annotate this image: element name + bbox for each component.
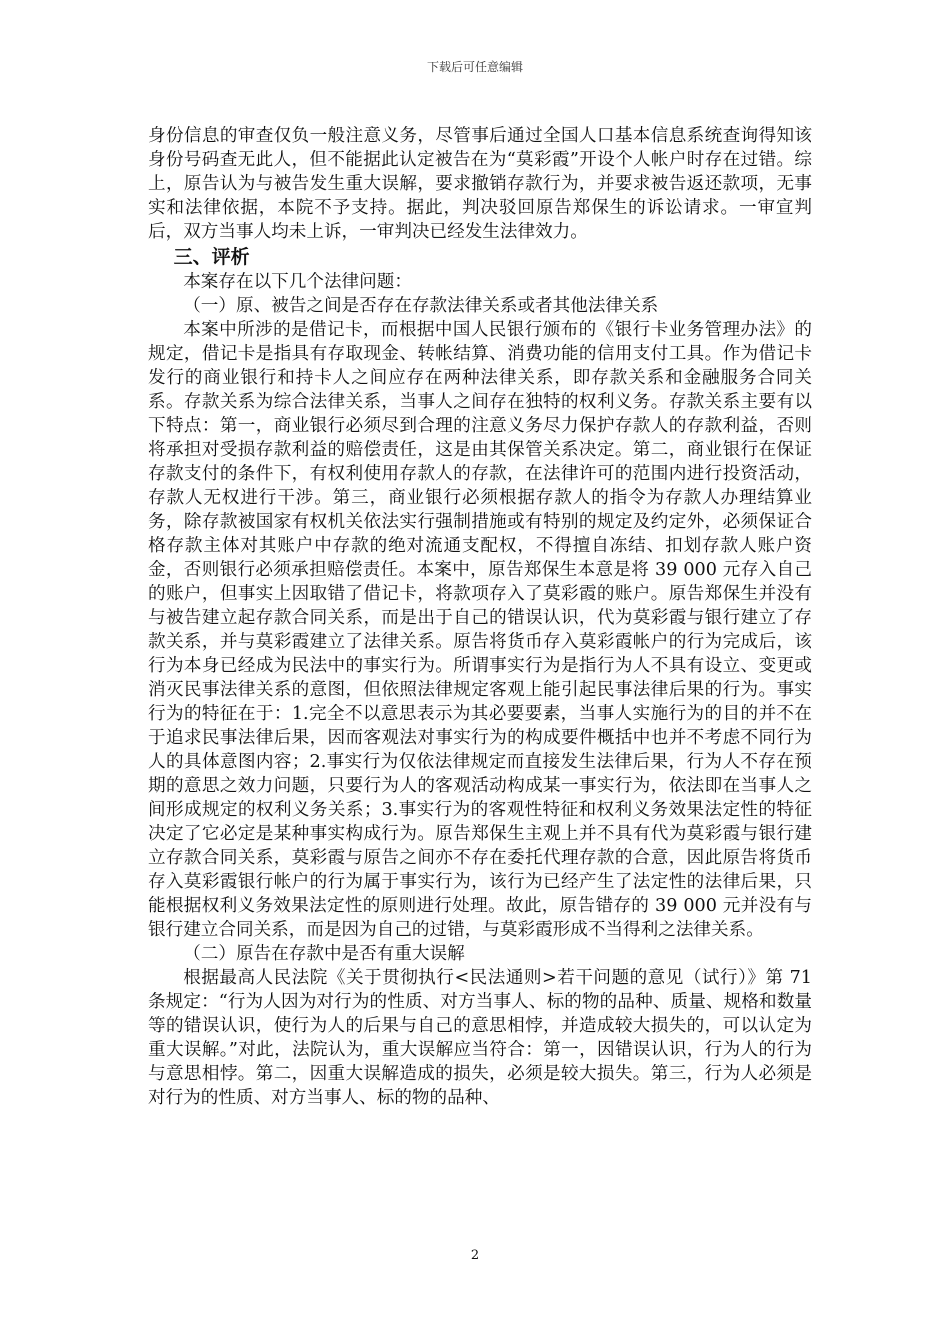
page-number: 2: [470, 1248, 480, 1263]
paragraph-intro: 本案存在以下几个法律问题：: [183, 272, 412, 292]
document-body: [148, 124, 812, 1110]
section-heading: 三、评析: [173, 246, 250, 268]
subheading-two: （二）原告在存款中是否有重大误解: [183, 944, 465, 964]
page-header: 下载后可任意编辑: [426, 60, 523, 74]
subheading-one: （一）原、被告之间是否存在存款法律关系或者其他法律关系: [183, 296, 659, 316]
paragraph-continued: 身份信息的审查仅负一般注意义务，尽管事后通过全国人口基本信息系统查询得知该身份号码查无此人，但不能据此认定被告在为“莫彩霞”开设个人帐户时存在过错。综上，原告认为与被告发生重大误解，要求撤销存款行为，并要求被告返还款项，无事实和法律依据，本院不予支持。据此，判决驳回原告郑保生的诉讼请求。一审宣判后，双方当事人均未上诉，一审判决已经发生法律效力。: [148, 126, 812, 242]
paragraph-analysis-two: 根据最高人民法院《关于贯彻执行<民法通则>若干问题的意见（试行）》第 71 条规定：“行为人因为对行为的性质、对方当事人、标的物的品种、质量、规格和数量等的错误认识，使行为人的后果与自己的意思相悖，并造成较大损失的，可以认定为重大误解。”对此，法院认为，重大误解应当符合：第一，因错误认识，行为人的行为与意思相悖。第二，因重大误解造成的损失，必须是较大损失。第三，行为人必须是对行为的性质、对方当事人、标的物的品种、: [148, 968, 812, 1108]
paragraph-analysis-one: 本案中所涉的是借记卡，而根据中国人民银行颁布的《银行卡业务管理办法》的规定，借记卡是指具有存取现金、转帐结算、消费功能的信用支付工具。作为借记卡发行的商业银行和持卡人之间应存在两种法律关系，即存款关系和金融服务合同关系。存款关系为综合法律关系，当事人之间存在独特的权利义务。存款关系主要有以下特点：第一，商业银行必须尽到合理的注意义务尽力保护存款人的存款利益，否则将承担对受损存款利益的赔偿责任，这是由其保管关系决定。第二，商业银行在保证存款支付的条件下，有权利使用存款人的存款，在法律许可的范围内进行投资活动，存款人无权进行干涉。第三，商业银行必须根据存款人的指令为存款人办理结算业务，除存款被国家有权机关依法实行强制措施或有特别的规定及约定外，必须保证合格存款主体对其账户中存款的绝对流通支配权，不得擅自冻结、扣划存款人账户资金，否则银行必须承担赔偿责任。本案中，原告郑保生本意是将 39 000 元存入自己的账户，但事实上因取错了借记卡，将款项存入了莫彩霞的账户。原告郑保生并没有与被告建立起存款合同关系，而是出于自己的错误认识，代为莫彩霞与银行建立了存款关系，并与莫彩霞建立了法律关系。原告将货币存入莫彩霞帐户的行为完成后，该行为本身已经成为民法中的事实行为。所谓事实行为是指行为人不具有设立、变更或消灭民事法律关系的意图，但依照法律规定客观上能引起民事法律后果的行为。事实行为的特征在于：1.完全不以意思表示为其必要要素，当事人实施行为的目的并不在于追求民事法律后果，因而客观法对事实行为的构成要件概括中也并不考虑不同行为人的具体意图内容；2.事实行为仅依法律规定而直接发生法律后果，行为人不存在预期的意思之效力问题，只要行为人的客观活动构成某一事实行为，依法即在当事人之间形成规定的权利义务关系；3.事实行为的客观性特征和权利义务效果法定性的特征决定了它必定是某种事实构成行为。原告郑保生主观上并不具有代为莫彩霞与银行建立存款合同关系，莫彩霞与原告之间亦不存在委托代理存款的合意，因此原告将货币存入莫彩霞银行帐户的行为属于事实行为，该行为已经产生了法定性的法律后果，只能根据权利义务效果法定性的原则进行处理。故此，原告错存的 39 000 元并没有与银行建立合同关系，而是因为自己的过错，与莫彩霞形成不当得利之法律关系。: [148, 320, 812, 940]
